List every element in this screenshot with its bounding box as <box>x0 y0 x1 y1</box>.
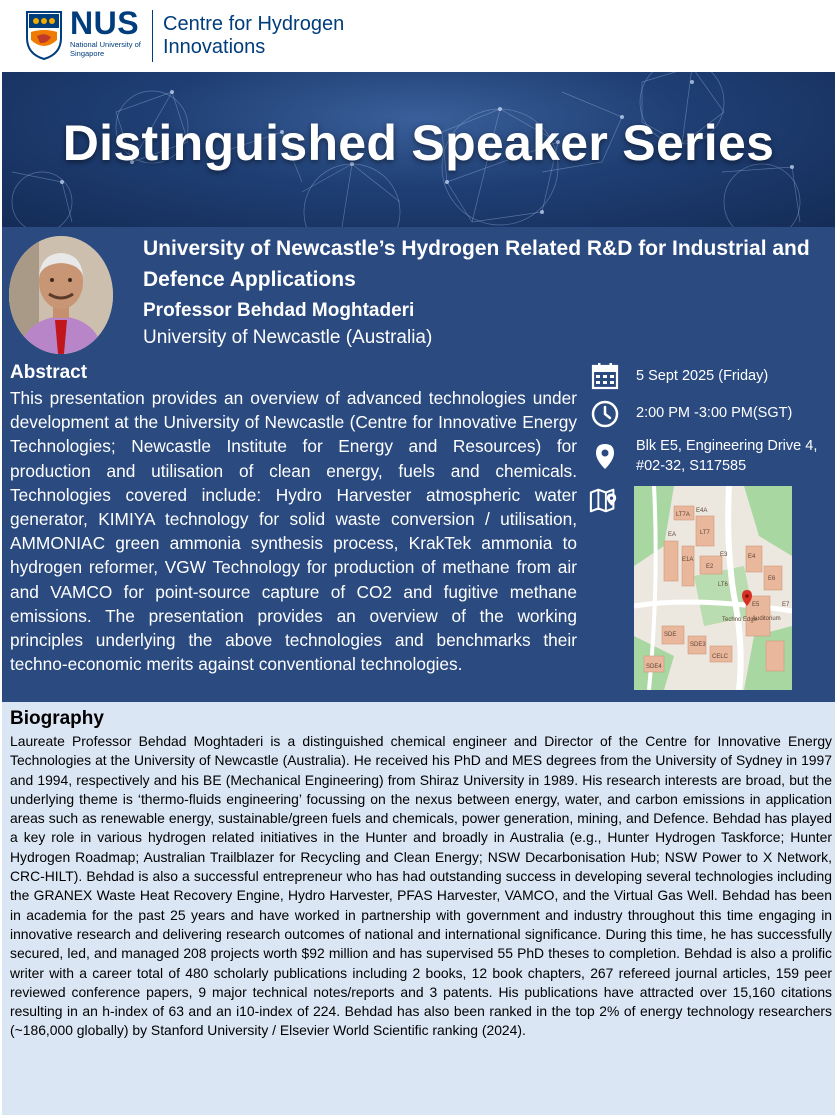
nus-fullname: National University of Singapore <box>70 40 141 58</box>
svg-text:LT7: LT7 <box>700 530 710 536</box>
svg-text:E7: E7 <box>782 602 790 608</box>
svg-text:SDE3: SDE3 <box>690 642 706 648</box>
svg-text:Auditorium: Auditorium <box>752 616 781 622</box>
location-pin-icon <box>590 441 620 471</box>
svg-text:E6: E6 <box>768 576 776 582</box>
series-title: Distinguished Speaker Series <box>62 115 775 171</box>
svg-text:SDE4: SDE4 <box>646 664 662 670</box>
header-divider <box>152 10 153 62</box>
abstract-heading: Abstract <box>10 362 88 383</box>
svg-text:CELC: CELC <box>712 654 729 660</box>
speaker-portrait-image <box>9 236 113 354</box>
header <box>0 0 837 72</box>
svg-text:E4: E4 <box>748 554 756 560</box>
speaker-photo <box>9 236 113 354</box>
centre-title: Centre for Hydrogen Innovations <box>163 13 345 58</box>
abstract-text: This presentation provides an overview of advanced technologies under development at the University of Newcastle (Centre for Innovative Energy Technologies; Newcastle Institute for Energy and Resources) for production and utilisation of clean energy, fuels and chemicals. Technologies covered include: Hydro Harvester atmospheric water generator, KIMIYA technology for solid waste conversion / utilisation, AMMONIAC green ammonia synthesis process, KrakTek ammonia to hydrogen reformer, VGW Technology for production of methane from air and VAMCO for point-source capture of CO2 and fugitive methane emissions. The presentation provides an overview of the working principles underlying the above technologies and benchmarks their techno-economic merits against conventional technologies. <box>10 388 577 675</box>
speaker-name: Professor Behdad Moghtaderi <box>143 300 415 321</box>
nus-crest-logo <box>25 10 63 60</box>
clock-icon <box>590 399 620 429</box>
campus-map-image <box>634 486 792 690</box>
map-icon <box>589 485 619 515</box>
svg-text:LT6: LT6 <box>718 582 728 588</box>
banner <box>2 72 835 227</box>
svg-text:EA: EA <box>668 532 677 538</box>
calendar-icon <box>590 361 620 391</box>
event-time: 2:00 PM -3:00 PM(SGT) <box>636 405 793 421</box>
event-date: 5 Sept 2025 (Friday) <box>636 368 769 384</box>
speaker-affiliation: University of Newcastle (Australia) <box>143 327 433 348</box>
svg-text:Techno Edge: Techno Edge <box>722 617 758 623</box>
svg-text:LT7A: LT7A <box>676 512 690 518</box>
campus-map[interactable] <box>634 486 792 690</box>
svg-text:E2: E2 <box>706 564 714 570</box>
talk-title: University of Newcastle’s Hydrogen Related R&D for Industrial and Defence Applications <box>143 237 810 291</box>
svg-text:E3: E3 <box>720 552 728 558</box>
event-venue-line1: Blk E5, Engineering Drive 4, <box>636 438 818 454</box>
biography-text: Laureate Professor Behdad Moghtaderi is a distinguished chemical engineer and Director of the Centre for Innovative Energy Technologies at the University of Newcastle (Australia). He received his PhD and MES degrees from the University of Sydney in 1997 and 1994, respectively and his BE (Mechanical Engineering) from Shiraz University in 1989. His research interests are broad, but the underlying theme is ‘thermo-fluids engineering’ focussing on the nexus between energy, water, and carbon emissions in application areas such as renewable energy, sustainable/green fuels and chemicals, power generation, mining, and Defence. Behdad has played a key role in various hydrogen related initiatives in the Hunter and broadly in Australia (e.g., Hunter Hydrogen Taskforce; Hunter Hydrogen Roadmap; Australian Trailblazer for Recycling and Clean Energy; NSW Decarbonisation Hub; NSW Power to X Network, CRC-HILT). Behdad is also a successful entrepreneur who has had outstanding success in developing several technologies including the GRANEX Waste Heat Recovery Engine, Hydro Harvester, PFAS Harvester, VAMCO, and the Virtual Gas Well. Behdad has been in academia for the past 25 years and have worked in partnership with government and industry throughout this time engaging in innovative research and delivering research outcomes of national and international significance. During this time, he has successfully secured, led, and managed 208 projects worth $92 million and has supervised 55 PhD theses to completion. Behdad is also a prolific writer with a career total of 480 scholarly publications including 2 books, 12 book chapters, 267 refereed journal articles, 159 peer reviewed conference papers, 9 major technical notes/reports and 3 patents. His publications have attracted over 15,160 citations resulting in an h-index of 63 and an i10-index of 224. Behdad has also been ranked in the top 2% of energy technology researchers (~186,000 globally) by Stanford University / Elsevier World Scientific ranking (2024). <box>10 733 832 1039</box>
nus-wordmark: NUS <box>70 5 140 41</box>
svg-text:E1A: E1A <box>682 557 694 563</box>
event-venue-line2: #02-32, S117585 <box>636 458 747 474</box>
svg-text:E5: E5 <box>752 602 760 608</box>
svg-text:SDE: SDE <box>664 632 677 638</box>
biography-heading: Biography <box>10 708 104 729</box>
svg-text:E4A: E4A <box>696 508 708 514</box>
